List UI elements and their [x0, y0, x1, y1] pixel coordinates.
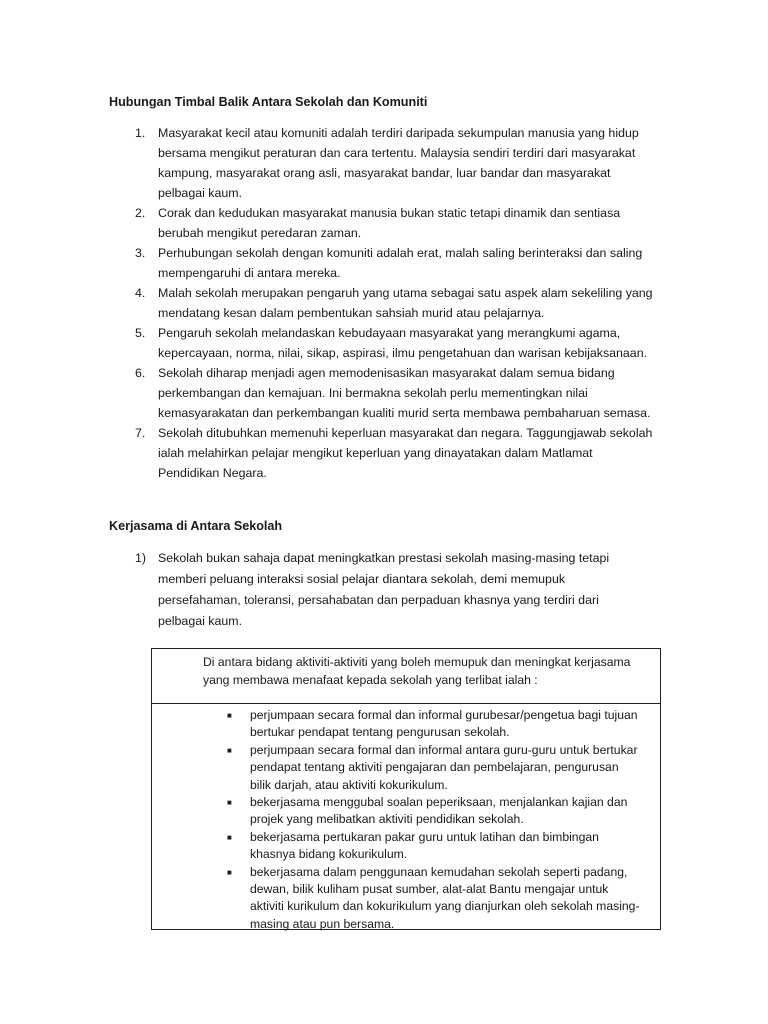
- list-item: [0, 363, 654, 423]
- list-item-number: 7.: [135, 426, 146, 440]
- square-bullet-icon: ■: [227, 867, 232, 877]
- list-item-number: 4.: [135, 286, 146, 300]
- bullet-item: [152, 794, 660, 829]
- activities-table: [151, 648, 661, 930]
- bullet-item: [152, 742, 660, 794]
- bullet-text: bekerjasama dalam penggunaan kemudahan sekolah seperti padang, dewan, bilik kuliham pusat sumber, alat-alat Bantu mengajar untuk aktiviti kurikulum dan kokurikulum yang dianjurkan oleh sekolah masing-masing atau pun bersama.: [250, 864, 640, 931]
- list-item: [0, 243, 654, 283]
- list-item: [0, 283, 654, 323]
- list-item-number: 5.: [135, 326, 146, 340]
- square-bullet-icon: ■: [227, 832, 232, 842]
- section-heading-hubungan: Hubungan Timbal Balik Antara Sekolah dan Komuniti: [109, 95, 428, 109]
- paren-numbered-list: [0, 548, 620, 632]
- list-item: [0, 323, 654, 363]
- bullet-item: [152, 829, 660, 864]
- list-item-text: Sekolah bukan sahaja dapat meningkatkan prestasi sekolah masing-masing tetapi memberi peluang interaksi sosial pelajar diantara sekolah, demi memupuk persefahaman, toleransi, persahabatan dan perpaduan khasnya yang terdiri dari pelbagai kaum.: [158, 551, 610, 628]
- section-heading-kerjasama: Kerjasama di Antara Sekolah: [109, 519, 283, 533]
- list-item-text: Corak dan kedudukan masyarakat manusia bukan static tetapi dinamik dan sentiasa berubah mengikut peredaran zaman.: [158, 206, 621, 240]
- bullet-item: [152, 707, 660, 742]
- list-item-number: 2.: [135, 206, 146, 220]
- bullet-text: perjumpaan secara formal dan informal antara guru-guru untuk bertukar pendapat tentang aktiviti pengajaran dan pembelajaran, pengurusan bilik darjah, atau aktiviti kokurikulum.: [250, 742, 638, 792]
- list-item: [0, 548, 620, 632]
- list-item-number: 1): [135, 551, 147, 565]
- list-item-number: 1.: [135, 126, 146, 140]
- bullet-text: bekerjasama menggubal soalan peperiksaan, menjalankan kajian dan projek yang melibatkan aktiviti pendidikan sekolah.: [250, 795, 628, 827]
- list-item: [0, 203, 654, 243]
- bullet-list: [152, 707, 660, 933]
- list-item-text: Sekolah diharap menjadi agen memodenisasikan masyarakat dalam semua bidang perkembangan dan kemajuan. Ini bermakna sekolah perlu mementingkan nilai kemasyarakatan dan perkembangan kualiti murid serta membawa pembaharuan semasa.: [158, 366, 651, 420]
- list-item-text: Malah sekolah merupakan pengaruh yang utama sebagai satu aspek alam sekeliling yang mendatang kesan dalam pembentukan sahsiah murid atau pelajarnya.: [158, 286, 653, 320]
- list-item-text: Pengaruh sekolah melandaskan kebudayaan masyarakat yang merangkumi agama, kepercayaan, norma, nilai, sikap, aspirasi, ilmu pengetahuan dan warisan kebijaksanaan.: [158, 326, 648, 360]
- bullet-text: perjumpaan secara formal dan informal gurubesar/pengetua bagi tujuan bertukar pendapat tentang pengurusan sekolah.: [250, 708, 638, 740]
- list-item: [0, 123, 654, 203]
- square-bullet-icon: ■: [227, 798, 232, 808]
- numbered-list: [0, 123, 654, 483]
- activities-table-header: Di antara bidang aktiviti-aktiviti yang boleh memupuk dan meningkat kerjasama yang membawa menafaat kepada sekolah yang terlibat ialah :: [152, 649, 660, 704]
- list-item-text: Sekolah ditubuhkan memenuhi keperluan masyarakat dan negara. Taggungjawab sekolah ialah melahirkan pelajar mengikut keperluan yang dinayatakan dalam Matlamat Pendidikan Negara.: [158, 426, 653, 480]
- list-item-text: Perhubungan sekolah dengan komuniti adalah erat, malah saling berinteraksi dan saling mempengaruhi di antara mereka.: [158, 246, 643, 280]
- list-item: [0, 423, 654, 483]
- square-bullet-icon: ■: [227, 711, 232, 720]
- list-item-number: 6.: [135, 366, 146, 380]
- list-item-text: Masyarakat kecil atau komuniti adalah terdiri daripada sekumpulan manusia yang hidup bersama mengikut peraturan dan cara tertentu. Malaysia sendiri terdiri dari masyarakat kampung, masyarakat orang asli, masyarakat bandar, luar bandar dan masyarakat pelbagai kaum.: [158, 126, 639, 200]
- square-bullet-icon: ■: [227, 745, 232, 755]
- bullet-item: [152, 864, 660, 934]
- bullet-text: bekerjasama pertukaran pakar guru untuk latihan dan bimbingan khasnya bidang kokurikulum.: [250, 829, 599, 862]
- list-item-number: 3.: [135, 246, 146, 260]
